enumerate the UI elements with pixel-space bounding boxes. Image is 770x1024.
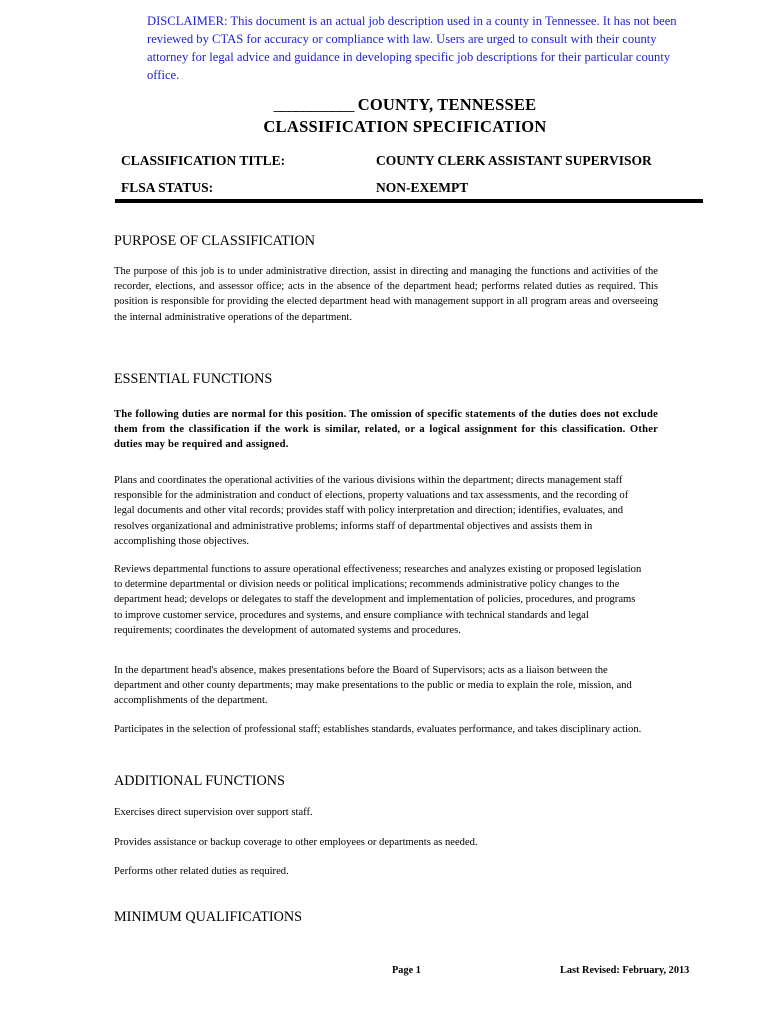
essential-item-2: Reviews departmental functions to assure operational effectiveness; researches and analyzes existing or proposed legislation to determine departmental or division needs or political implications; recommends administrative policy changes to the department head; develops or delegates to staff the development and implementation of policies, procedures, and programs to improve customer service, procedures and systems, and ensure compliance with technical standards and legal requirements; coordinates the development of automated systems and procedures. [114, 564, 642, 636]
additional-item-3: Performs other related duties as required. [114, 866, 289, 877]
disclaimer-label: DISCLAIMER: [147, 14, 228, 28]
classification-title-value: COUNTY CLERK ASSISTANT SUPERVISOR [376, 153, 652, 168]
last-revised: Last Revised: February, 2013 [560, 965, 690, 976]
additional-item-2: Provides assistance or backup coverage to other employees or departments as needed. [114, 837, 478, 848]
county-blank: ___________ [273, 95, 354, 114]
additional-heading: ADDITIONAL FUNCTIONS [114, 773, 285, 789]
disclaimer-text: This document is an actual job description used in a county in Tennessee. It has not been reviewed by CTAS for accuracy or compliance with law. Users are urged to consult with their county attorney for legal advice and guidance in developing specific job descriptions for their particular county office. [147, 14, 677, 82]
county-line: COUNTY, TENNESSEE [357, 95, 537, 114]
additional-item-1: Exercises direct supervision over support staff. [114, 807, 313, 818]
essential-item-3: In the department head's absence, makes presentations before the Board of Supervisors; acts as a liaison between the department and other county departments; may make presentations to the public or media to explain the role, mission, and accomplishments of the department. [114, 665, 632, 707]
disclaimer [147, 12, 677, 84]
purpose-text: The purpose of this job is to under administrative direction, assist in directing and managing the functions and activities of the recorder, elections, and assessor office; acts in the absence of the department head; performs related duties as required. This position is responsible for providing the elected department head with management support in all program areas and overseeing the internal administrative operations of the department. [114, 266, 658, 323]
county-title [0, 95, 770, 115]
flsa-status-label: FLSA STATUS: [121, 180, 214, 195]
classification-title-label: CLASSIFICATION TITLE: [121, 153, 286, 168]
essential-heading: ESSENTIAL FUNCTIONS [114, 371, 273, 387]
flsa-status-value: NON-EXEMPT [376, 180, 469, 195]
page-number: Page 1 [392, 965, 421, 976]
essential-item-4: Participates in the selection of professional staff; establishes standards, evaluates performance, and takes disciplinary action. [114, 724, 642, 735]
essential-note: The following duties are normal for this position. The omission of specific statements of the duties does not exclude them from the classification if the work is similar, related, or a logical assignment for this classification. Other duties may be required and assigned. [114, 409, 658, 451]
minimum-heading: MINIMUM QUALIFICATIONS [114, 909, 302, 925]
purpose-heading: PURPOSE OF CLASSIFICATION [114, 233, 316, 249]
header-divider [115, 199, 703, 203]
spec-title: CLASSIFICATION SPECIFICATION [263, 117, 547, 136]
essential-item-1: Plans and coordinates the operational activities of the various divisions within the department; directs management staff responsible for the administration and conduct of elections, property valuations and tax assessments, and the recording of legal documents and other vital records; provides staff with policy interpretation and direction; identifies, evaluates, and resolves organizational and administrative problems; informs staff of departmental objectives and assists them in accomplishing those objectives. [114, 475, 629, 547]
